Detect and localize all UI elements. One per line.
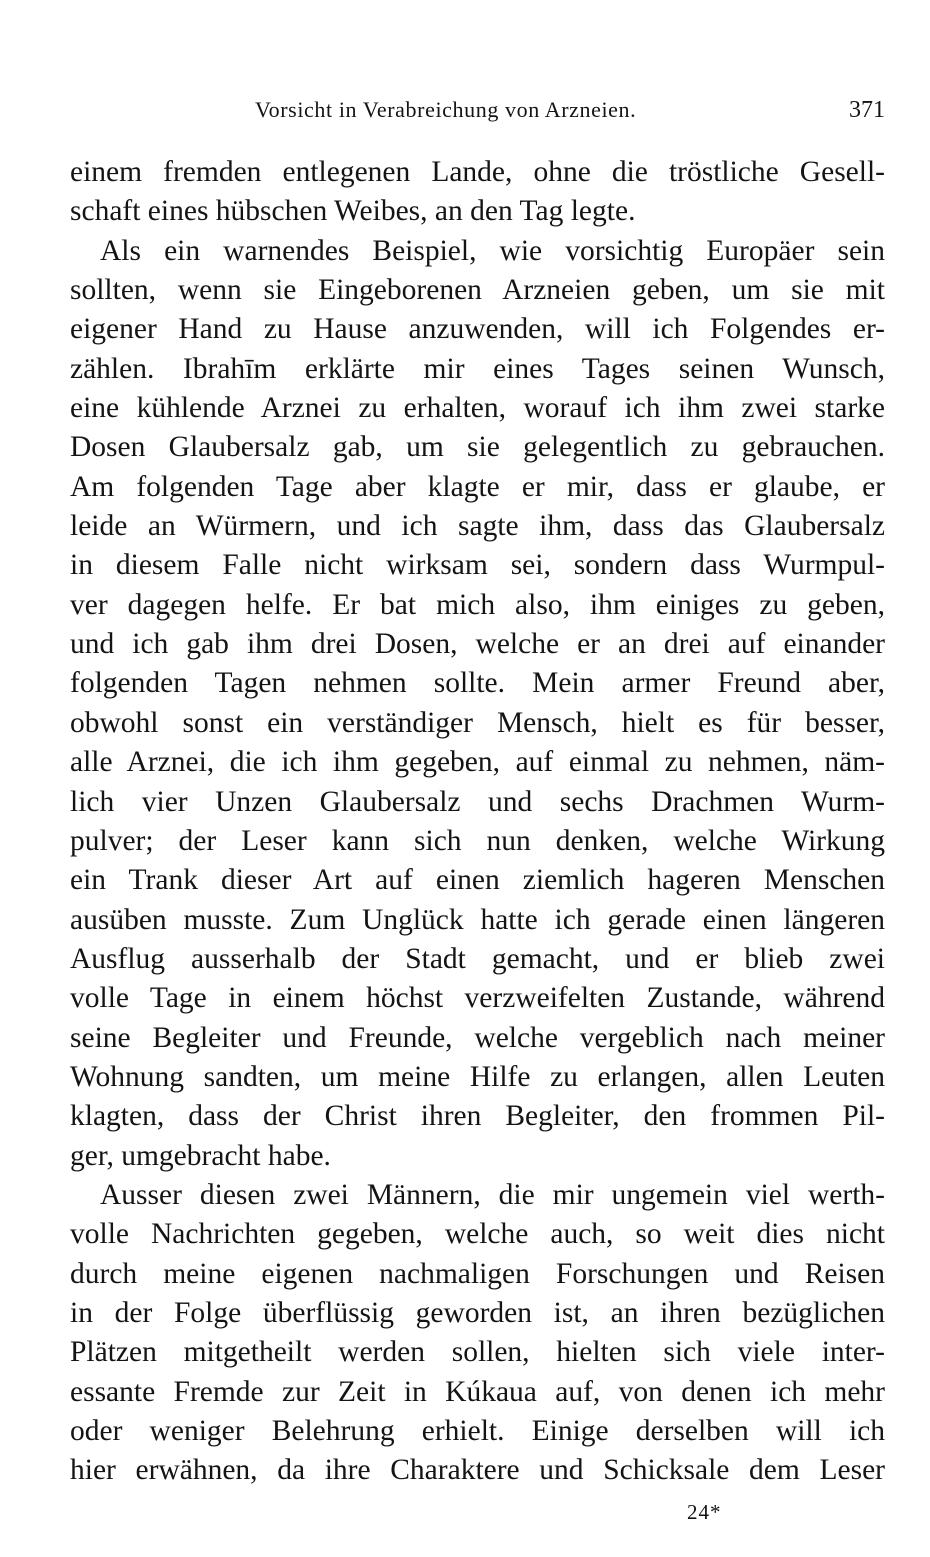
page-header	[70, 97, 885, 137]
text-line: volle Nachrichten gegeben, welche auch, so weit dies nicht	[70, 1218, 885, 1251]
text-line: lich vier Unzen Glaubersalz und sechs Drachmen Wurm-	[70, 785, 885, 818]
text-line: eigener Hand zu Hause anzuwenden, will ich Folgendes er-	[70, 313, 885, 346]
text-line: essante Fremde zur Zeit in Kúkaua auf, von denen ich mehr	[70, 1375, 885, 1408]
text-line: alle Arznei, die ich ihm gegeben, auf einmal zu nehmen, näm-	[70, 746, 885, 779]
text-line: ger, umgebracht habe.	[70, 1139, 331, 1172]
text-line: einem fremden entlegenen Lande, ohne die tröstliche Gesell-	[70, 156, 885, 188]
text-line: eine kühlende Arznei zu erhalten, worauf ich ihm zwei starke	[70, 392, 885, 425]
signature-mark: 24*	[687, 1500, 722, 1524]
text-line: ein Trank dieser Art auf einen ziemlich hageren Menschen	[70, 864, 885, 897]
body-text	[70, 153, 885, 1491]
text-line: in diesem Falle nicht wirksam sei, sondern dass Wurmpul-	[70, 549, 885, 582]
text-line: Ausflug ausserhalb der Stadt gemacht, und er blieb zwei	[70, 942, 885, 975]
text-line: Am folgenden Tage aber klagte er mir, dass er glaube, er	[70, 470, 885, 503]
text-line: leide an Würmern, und ich sagte ihm, dass das Glaubersalz	[70, 510, 885, 543]
paragraph-first-line: Ausser diesen zwei Männern, die mir ungemein viel werth-	[100, 1178, 885, 1211]
text-line: folgenden Tagen nehmen sollte. Mein armer Freund aber,	[70, 667, 885, 700]
text-line: Wohnung sandten, um meine Hilfe zu erlangen, allen Leuten	[70, 1060, 885, 1093]
text-line: und ich gab ihm drei Dosen, welche er an drei auf einander	[70, 628, 885, 661]
text-line: volle Tage in einem höchst verzweifelten Zustande, während	[70, 982, 885, 1015]
text-line: oder weniger Belehrung erhielt. Einige derselben will ich	[70, 1415, 885, 1447]
text-line: durch meine eigenen nachmaligen Forschungen und Reisen	[70, 1257, 885, 1290]
text-line: Plätzen mitgetheilt werden sollen, hielten sich viele inter-	[70, 1336, 885, 1369]
text-line: seine Begleiter und Freunde, welche vergeblich nach meiner	[70, 1021, 885, 1054]
text-line: klagten, dass der Christ ihren Begleiter, den frommen Pil-	[70, 1100, 885, 1133]
text-line: ausüben musste. Zum Unglück hatte ich gerade einen längeren	[70, 903, 885, 936]
paragraph-first-line: Als ein warnendes Beispiel, wie vorsichtig Europäer sein	[100, 234, 885, 267]
text-line: Dosen Glaubersalz gab, um sie gelegentlich zu gebrauchen.	[70, 431, 885, 464]
text-line: pulver; der Leser kann sich nun denken, welche Wirkung	[70, 824, 885, 857]
running-head: Vorsicht in Verabreichung von Arzneien.	[255, 97, 637, 122]
text-line: hier erwähnen, da ihre Charaktere und Schicksale dem Leser	[70, 1454, 885, 1487]
page-number: 371	[849, 97, 885, 123]
text-line: obwohl sonst ein verständiger Mensch, hielt es für besser,	[70, 706, 885, 739]
text-line: ver dagegen helfe. Er bat mich also, ihm einiges zu geben,	[70, 588, 885, 621]
text-line: sollten, wenn sie Eingeborenen Arzneien geben, um sie mit	[70, 274, 885, 307]
text-line: zählen. Ibrahīm erklärte mir eines Tages seinen Wunsch,	[70, 352, 885, 385]
text-line: in der Folge überflüssig geworden ist, an ihren bezüglichen	[70, 1296, 885, 1329]
text-line: schaft eines hübschen Weibes, an den Tag legte.	[70, 195, 636, 228]
